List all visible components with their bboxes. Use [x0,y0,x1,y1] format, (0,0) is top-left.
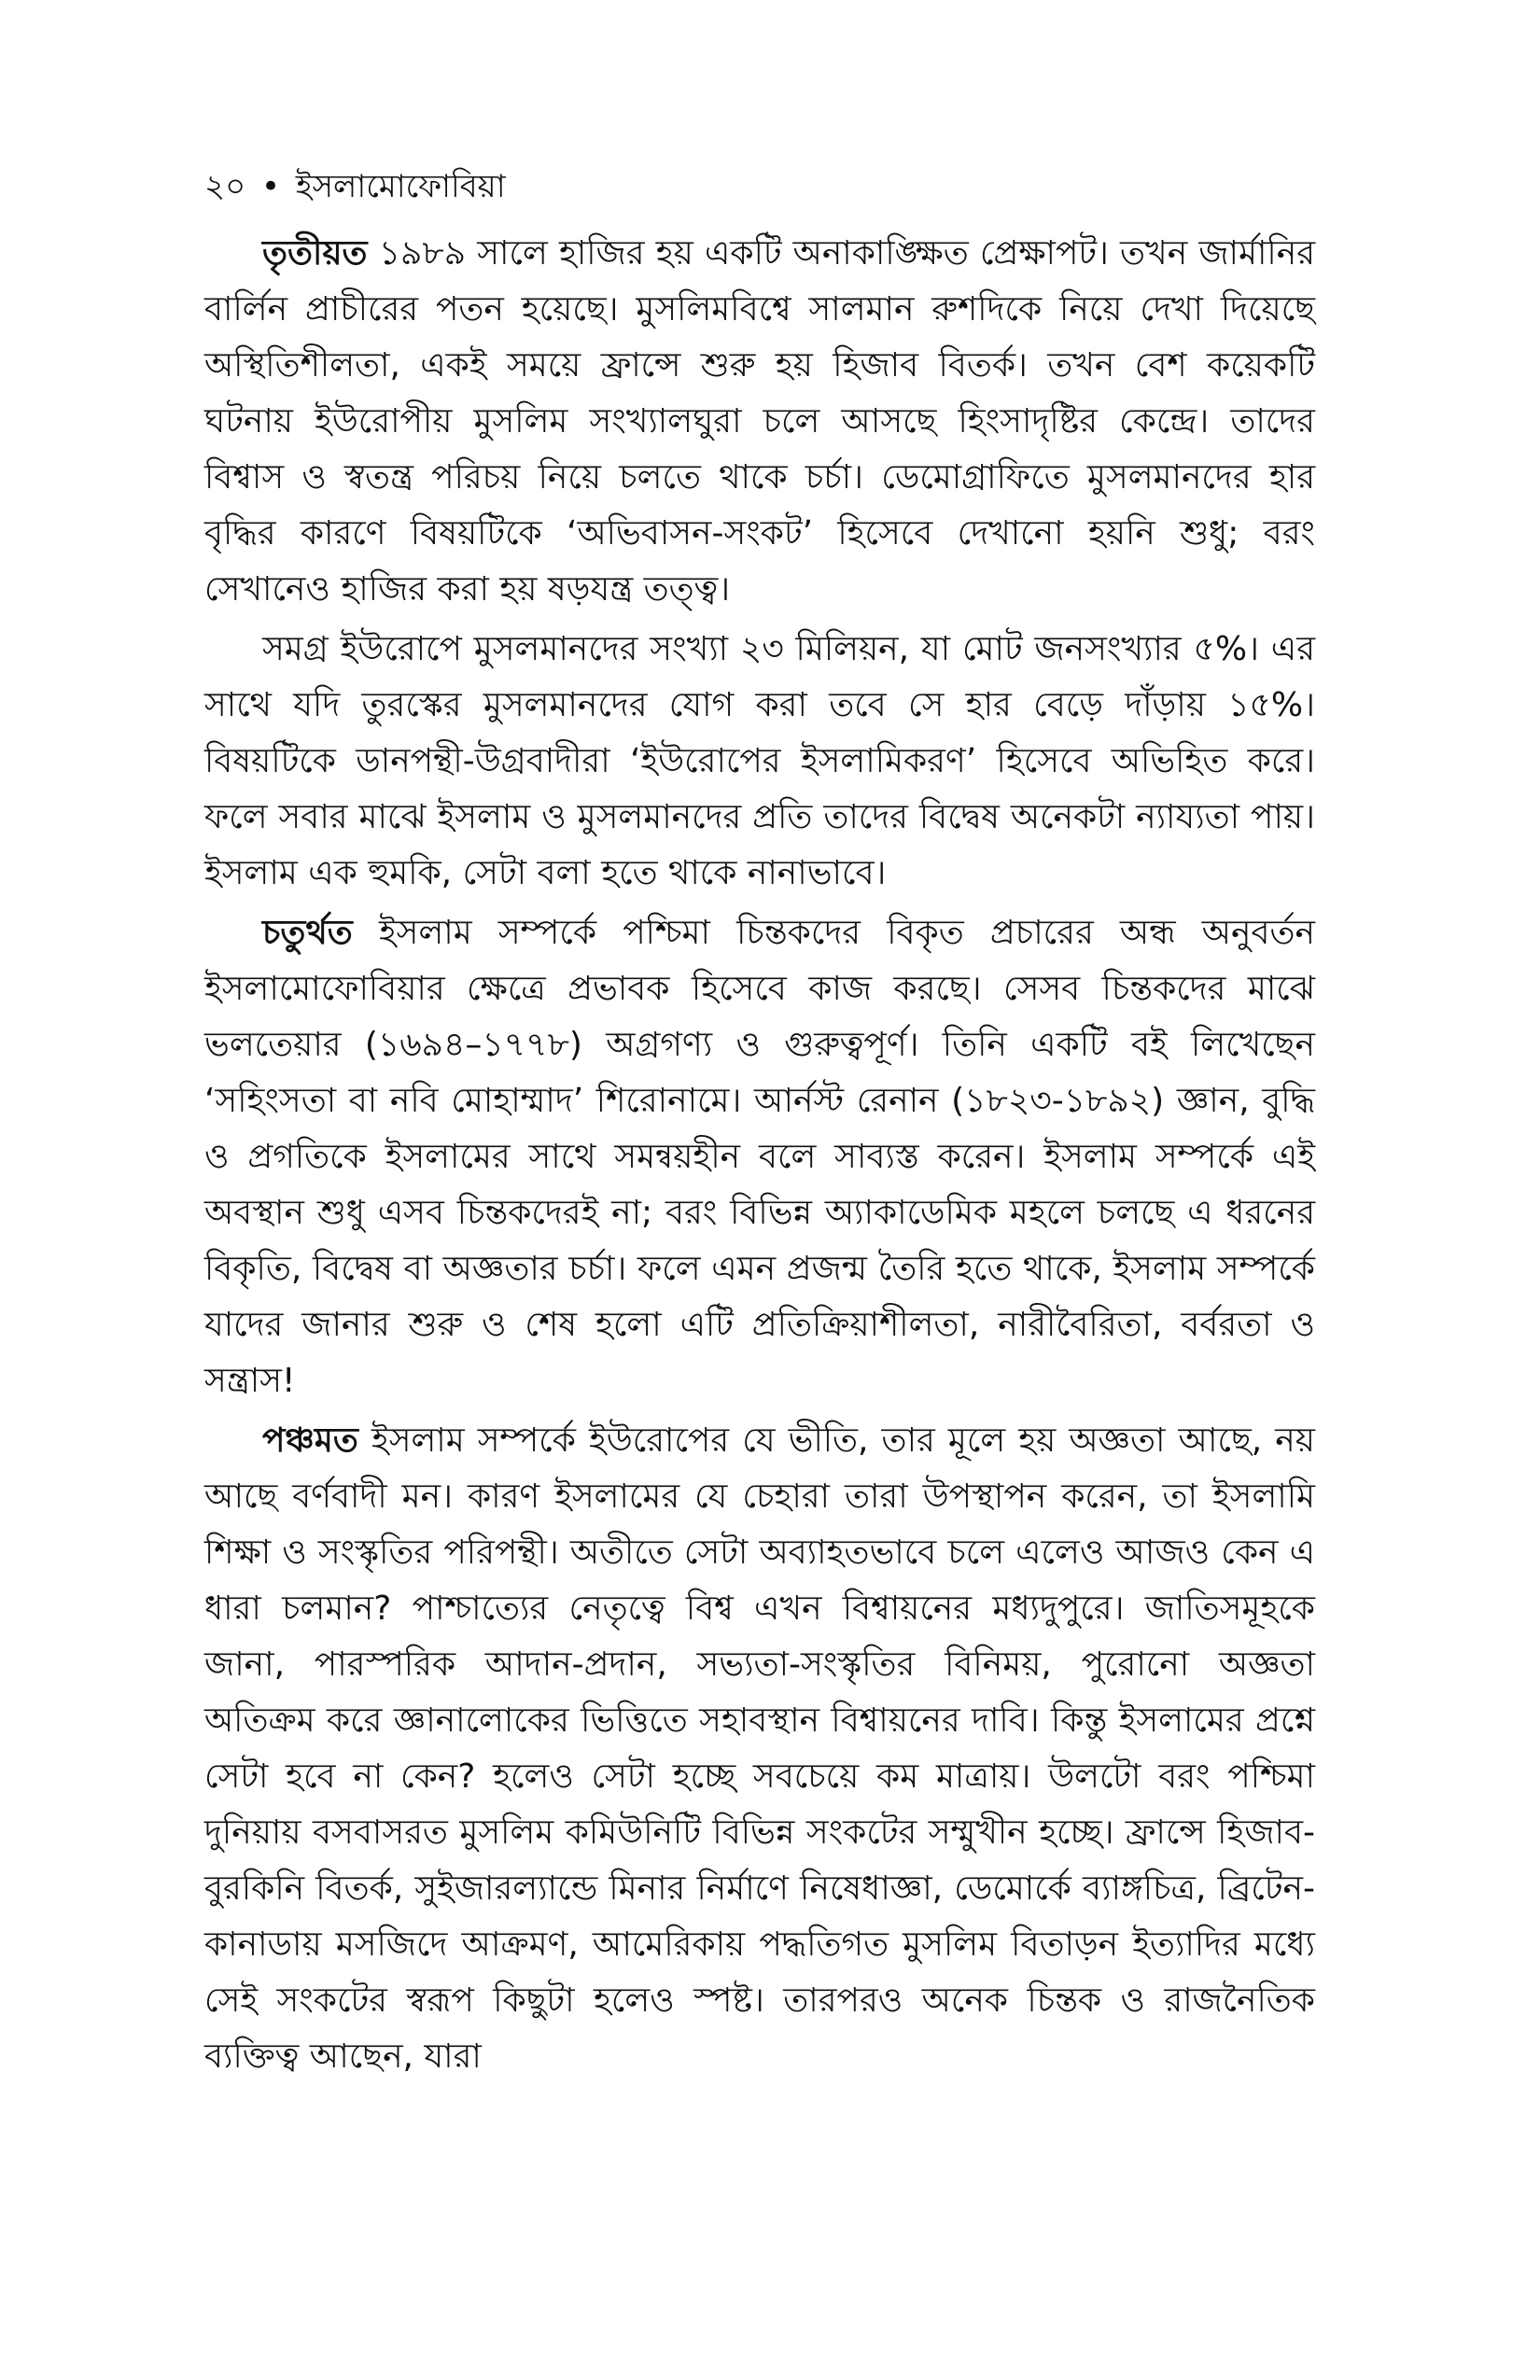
book-title: ইসলামোফোবিয়া [295,168,506,205]
paragraph-fourth-point [204,905,1315,1409]
paragraph-lead: চতুর্থত [262,914,353,952]
paragraph-text: ইসলাম সম্পর্কে ইউরোপের যে ভীতি, তার মূলে হয় অজ্ঞতা আছে, নয় আছে বর্ণবাদী মন। কারণ ইসলামের যে চেহারা তারা উপস্থাপন করেন, তা ইসলামি শিক্ষা ও সংস্কৃতির পরিপন্থী। অতীতে সেটা অব্যাহতভাবে চলে এলেও আজও কেন এ ধারা চলমান? পাশ্চাত্যের নেতৃত্বে বিশ্ব এখন বিশ্বায়নের মধ্যদুপুরে। জাতিসমূহকে জানা, পারস্পরিক আদান-প্রদান, সভ্যতা-সংস্কৃতির বিনিময়, পুরোনো অজ্ঞতা অতিক্রম করে জ্ঞানালোকের ভিত্তিতে সহাবস্থান বিশ্বায়নের দাবি। কিন্তু ইসলামের প্রশ্নে সেটা হবে না কেন? হলেও সেটা হচ্ছে সবচেয়ে কম মাত্রায়। উলটো বরং পশ্চিমা দুনিয়ায় বসবাসরত মুসলিম কমিউনিটি বিভিন্ন সংকটের সম্মুখীন হচ্ছে। ফ্রান্সে হিজাব-বুরকিনি বিতর্ক, সুইজারল্যান্ডে মিনার নির্মাণে নিষেধাজ্ঞা, ডেমোর্কে ব্যাঙ্গচিত্র, ব্রিটেন-কানাডায় মসজিদে আক্রমণ, আমেরিকায় পদ্ধতিগত মুসলিম বিতাড়ন ইত্যাদির মধ্যে সেই সংকটের স্বরূপ কিছুটা হলেও স্পষ্ট। তারপরও অনেক চিন্তক ও রাজনৈতিক ব্যক্তিত্ব আছেন, যারা [204,1421,1315,2076]
paragraph-text: ১৯৮৯ সালে হাজির হয় একটি অনাকাঙ্ক্ষিত প্রেক্ষাপট। তখন জার্মানির বার্লিন প্রাচীরের পতন হয়েছে। মুসলিমবিশ্বে সালমান রুশদিকে নিয়ে দেখা দিয়েছে অস্থিতিশীলতা, একই সময়ে ফ্রান্সে শুরু হয় হিজাব বিতর্ক। তখন বেশ কয়েকটি ঘটনায় ইউরোপীয় মুসলিম সংখ্যালঘুরা চলে আসছে হিংসাদৃষ্টির কেন্দ্রে। তাদের বিশ্বাস ও স্বতন্ত্র পরিচয় নিয়ে চলতে থাকে চর্চা। ডেমোগ্রাফিতে মুসলমানদের হার বৃদ্ধির কারণে বিষয়টিকে ‘অভিবাসন-সংকট’ হিসেবে দেখানো হয়নি শুধু; বরং সেখানেও হাজির করা হয় ষড়যন্ত্র তত্ত্ব। [204,234,1315,609]
paragraph-text: ইসলাম সম্পর্কে পশ্চিমা চিন্তকদের বিকৃত প্রচারের অন্ধ অনুবর্তন ইসলামোফোবিয়ার ক্ষেত্রে প্রভাবক হিসেবে কাজ করছে। সেসব চিন্তকদের মাঝে ভলতেয়ার (১৬৯৪–১৭৭৮) অগ্রগণ্য ও গুরুত্বপূর্ণ। তিনি একটি বই লিখেছেন ‘সহিংসতা বা নবি মোহাম্মাদ’ শিরোনামে। আর্নস্ট রেনান (১৮২৩-১৮৯২) জ্ঞান, বুদ্ধি ও প্রগতিকে ইসলামের সাথে সমন্বয়হীন বলে সাব্যস্ত করেন। ইসলাম সম্পর্কে এই অবস্থান শুধু এসব চিন্তকদেরই না; বরং বিভিন্ন অ্যাকাডেমিক মহলে চলছে এ ধরনের বিকৃতি, বিদ্বেষ বা অজ্ঞতার চর্চা। ফলে এমন প্রজন্ম তৈরি হতে থাকে, ইসলাম সম্পর্কে যাদের জানার শুরু ও শেষ হলো এটি প্রতিক্রিয়াশীলতা, নারীবৈরিতা, বর্বরতা ও সন্ত্রাস! [204,914,1315,1400]
paragraph-text: সমগ্র ইউরোপে মুসলমানদের সংখ্যা ২৩ মিলিয়ন, যা মোট জনসংখ্যার ৫%। এর সাথে যদি তুরস্কের মুসলমানদের যোগ করা তবে সে হার বেড়ে দাঁড়ায় ১৫%। বিষয়টিকে ডানপন্থী-উগ্রবাদীরা ‘ইউরোপের ইসলামিকরণ’ হিসেবে অভিহিত করে। ফলে সবার মাঝে ইসলাম ও মুসলমানদের প্রতি তাদের বিদ্বেষ অনেকটা ন্যায্যতা পায়। ইসলাম এক হুমকি, সেটা বলা হতে থাকে নানাভাবে। [204,630,1315,892]
paragraph-population [204,622,1315,902]
running-header [204,166,506,207]
paragraph-lead: তৃতীয়ত [262,234,368,273]
paragraph-third-point [204,226,1315,618]
paragraph-fifth-point [204,1413,1315,2085]
header-separator: • [261,168,281,205]
paragraph-lead: পঞ্চমত [262,1421,358,1460]
body-text [204,226,1315,2089]
page-number: ২০ [204,168,246,205]
